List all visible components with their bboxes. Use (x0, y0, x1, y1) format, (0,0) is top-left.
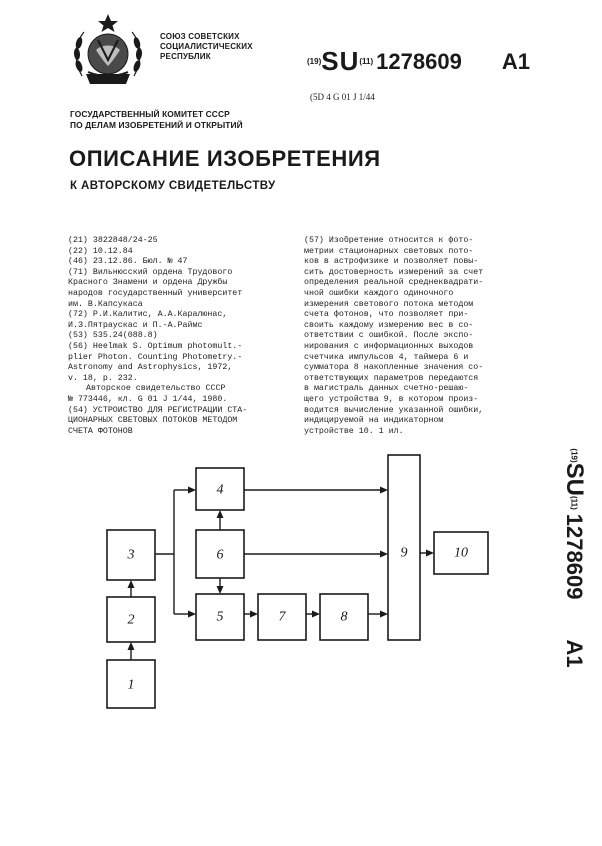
abstract-line: своить каждому измерению вес в со- (304, 320, 474, 330)
abstract-line: сумматора 8 накопленные значения со- (304, 363, 484, 373)
abstract-line: определения реальной среднеквадрати- (304, 278, 484, 288)
block-9-label: 9 (400, 545, 408, 561)
patent-number: 1278609 (376, 48, 462, 74)
union-line: СОЮЗ СОВЕТСКИХ (160, 32, 240, 41)
number-code: (11) (359, 57, 374, 66)
biblio-line: plier Photon. Counting Photometry.- (68, 352, 243, 362)
block-4 (196, 468, 244, 510)
abstract-line: (57) Изобретение относится к фото- (304, 236, 474, 245)
block-9 (388, 455, 420, 640)
block-7-label: 7 (278, 609, 286, 625)
biblio-line: им. В.Капсукаса (68, 299, 143, 309)
committee-line: ПО ДЕЛАМ ИЗОБРЕТЕНИЙ И ОТКРЫТИЙ (70, 120, 243, 130)
abstract-line: счета фотонов, что позволяет при- (304, 310, 469, 320)
block-6-label: 6 (216, 547, 224, 563)
block-3-label: 3 (127, 547, 135, 563)
block-1 (107, 660, 155, 708)
side-number-code: (11) (569, 496, 579, 510)
prefix-code: (19) (307, 57, 322, 66)
biblio-line: (56) Heelmak S. Optimum photomult.- (68, 341, 243, 351)
block-4-label: 4 (216, 482, 224, 498)
biblio-line: СЧЕТА ФОТОНОВ (68, 426, 133, 436)
abstract-line: в магистраль данных счетно-решаю- (304, 384, 469, 394)
abstract-line: счетчика импульсов 4, таймера 6 и (304, 352, 469, 362)
kind-code: A1 (501, 48, 530, 74)
biblio-line: Авторское свидетельство СССР (86, 384, 226, 394)
block-10 (434, 532, 488, 574)
abstract-line: ответствии с ошибкой. После экспо- (304, 331, 474, 341)
biblio-line: (53) 535.24(088.8) (68, 331, 158, 341)
biblio-line: № 773446, кл. G 01 J 1/44, 1980. (68, 394, 228, 404)
block-1-label: 1 (127, 677, 135, 693)
biblio-line: (54) УСТРОЙСТВО ДЛЯ РЕГИСТРАЦИИ СТА- (68, 405, 248, 415)
block-8 (320, 594, 368, 640)
side-kind-code: A1 (562, 639, 587, 668)
union-line: СОЦИАЛИСТИЧЕСКИХ (160, 42, 253, 51)
abstract-line: устройстве 10. 1 ил. (304, 426, 404, 436)
abstract-line: водится вычисление указанной ошибки, (304, 405, 484, 415)
biblio-line: v. 18, p. 232. (68, 373, 138, 383)
biblio-line: (46) 23.12.86. Бюл. № 47 (68, 257, 188, 267)
country-code: SU (321, 46, 360, 76)
ipc-classification: (5D 4 G 01 J 1/44 (310, 92, 375, 102)
block-2-label: 2 (127, 612, 135, 628)
block-6 (196, 530, 244, 578)
biblio-line: (71) Вильнюсский ордена Трудового (68, 267, 233, 277)
abstract-line: щего устройства 9, в котором произ- (304, 394, 479, 404)
document-subtitle: К АВТОРСКОМУ СВИДЕТЕЛЬСТВУ (70, 180, 276, 192)
block-10-label: 10 (454, 545, 468, 561)
block-5-label: 5 (216, 609, 224, 625)
abstract-line: нирования с информационных выходов (304, 341, 474, 351)
biblio-line: (21) 3822848/24-25 (68, 236, 158, 245)
document-title: ОПИСАНИЕ ИЗОБРЕТЕНИЯ (69, 146, 381, 171)
abstract-line: ков в астрофизике и позволяет повы- (304, 257, 479, 267)
abstract-line: сить достоверность измерений за счет (304, 267, 484, 277)
block-8-label: 8 (340, 609, 348, 625)
biblio-line: Красного Знамени и ордена Дружбы (68, 278, 228, 288)
side-prefix-code: (19) (569, 448, 579, 463)
abstract-line: метрии стационарных световых пото- (304, 246, 474, 256)
side-number: 1278609 (562, 513, 587, 600)
block-3 (107, 530, 155, 580)
block-7 (258, 594, 306, 640)
biblio-line: ЦИОНАРНЫХ СВЕТОВЫХ ПОТОКОВ МЕТОДОМ (68, 416, 238, 426)
block-5 (196, 594, 244, 640)
abstract-line: ответствующих параметров передаются (304, 373, 479, 383)
biblio-line: (72) Р.И.Калитис, А.А.Каралюнас, (68, 310, 228, 320)
biblio-line: И.З.Пятраускас и П.-А.Раймс (68, 320, 203, 330)
abstract-line: индицируемой на индикаторном (304, 416, 444, 426)
abstract-line: измерения светового потока методом (304, 299, 474, 309)
abstract-line: чной ошибки каждого одиночного (304, 288, 454, 298)
biblio-line: (22) 10.12.84 (68, 246, 133, 256)
biblio-line: Astronomy and Astrophysics, 1972, (68, 363, 233, 373)
union-line: РЕСПУБЛИК (160, 52, 211, 61)
biblio-line: народов государственный университет (68, 288, 243, 298)
block-2 (107, 597, 155, 642)
committee-line: ГОСУДАРСТВЕННЫЙ КОМИТЕТ СССР (70, 109, 230, 119)
side-country-code: SU (561, 462, 588, 496)
